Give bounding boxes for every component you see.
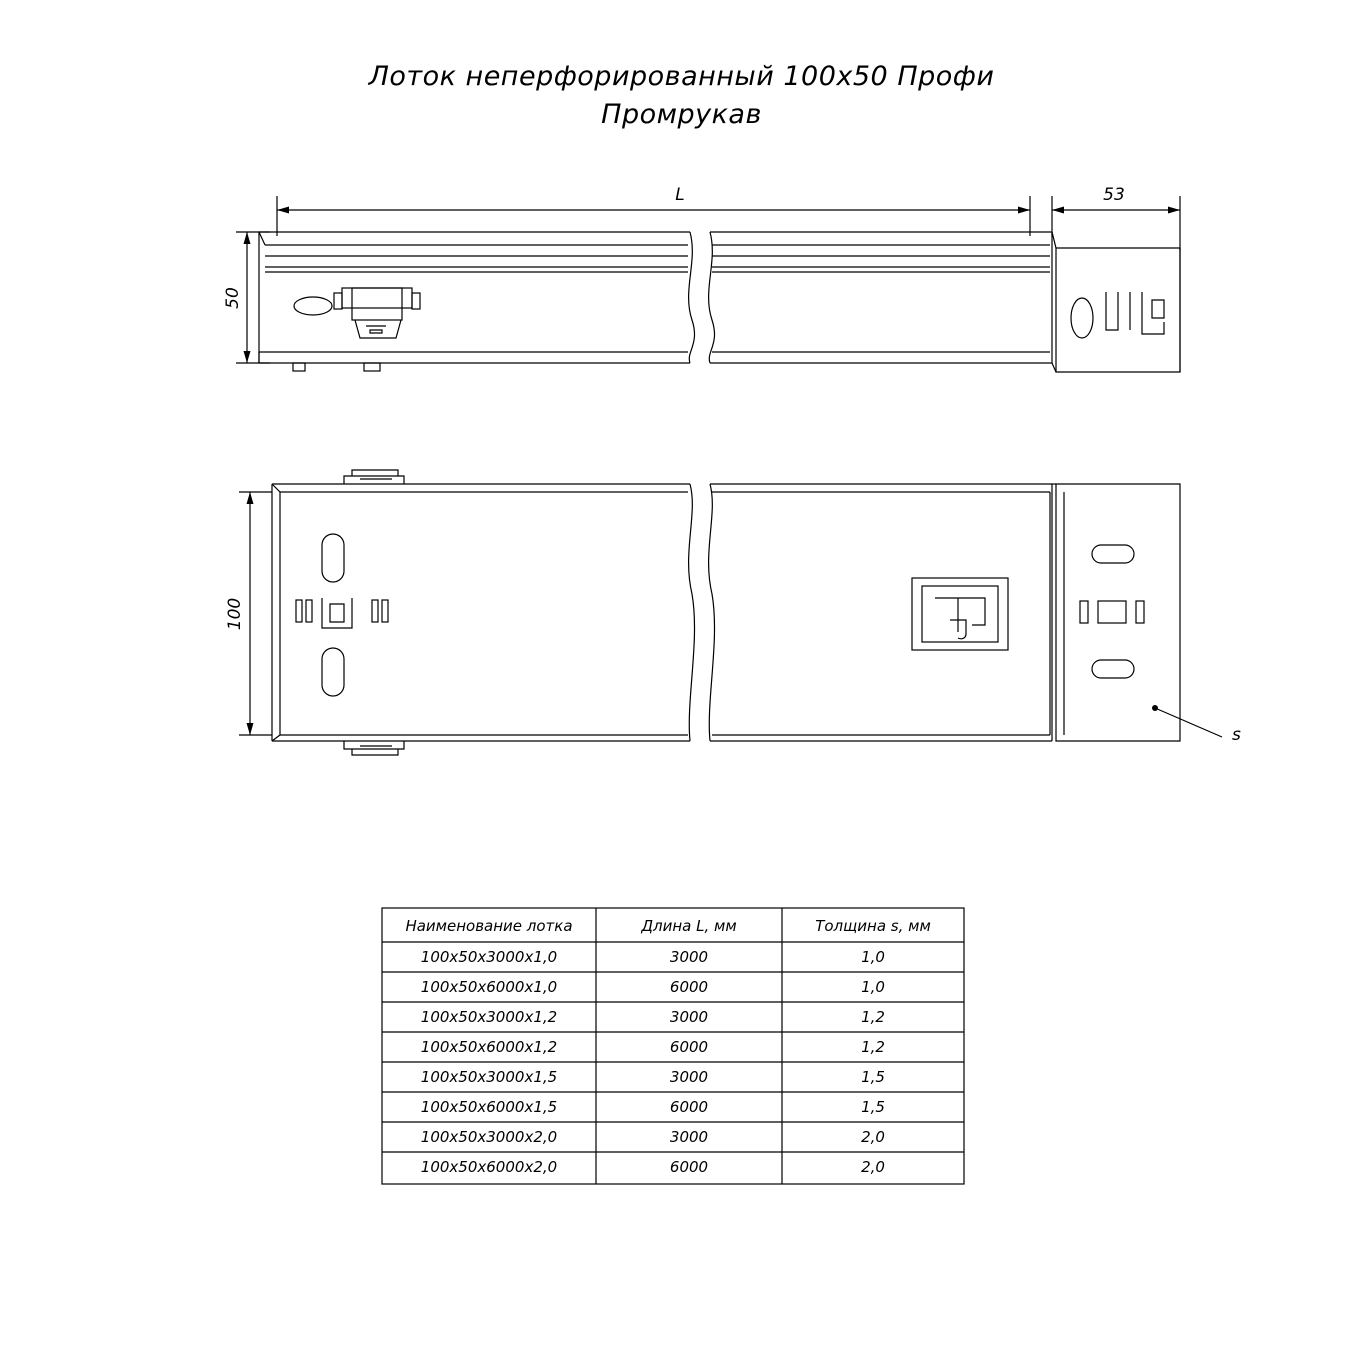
spec-table-text: [405, 917, 930, 1176]
table-cell-r0c2: 1,0: [861, 948, 885, 966]
dimension-length-L: [277, 196, 1030, 236]
label-height-100: 100: [225, 597, 245, 631]
side-view-coupler-detail: [294, 288, 420, 338]
table-cell-r2c2: 1,2: [861, 1008, 885, 1026]
table-header-1: Длина L, мм: [641, 917, 737, 935]
end-flange-slots-top: [1080, 545, 1144, 678]
thickness-leader: [1152, 705, 1222, 737]
table-cell-r6c1: 3000: [669, 1128, 709, 1146]
label-length-L: L: [675, 185, 685, 205]
top-view-edge-tabs: [344, 470, 404, 755]
side-view-bottom-tabs: [293, 363, 380, 371]
table-cell-r6c2: 2,0: [861, 1128, 885, 1146]
table-cell-r0c1: 3000: [669, 948, 709, 966]
table-cell-r1c1: 6000: [669, 978, 709, 996]
table-cell-r7c0: 100х50х6000х2,0: [420, 1158, 558, 1176]
label-height-50: 50: [223, 287, 243, 309]
table-cell-r0c0: 100х50х3000х1,0: [420, 948, 558, 966]
table-cell-r4c2: 1,5: [861, 1068, 885, 1086]
table-cell-r1c2: 1,0: [861, 978, 885, 996]
top-view: [239, 470, 1222, 755]
table-header-2: Толщина s, мм: [815, 917, 931, 935]
table-cell-r6c0: 100х50х3000х2,0: [420, 1128, 558, 1146]
side-view: [236, 196, 1180, 372]
label-width-53: 53: [1103, 185, 1125, 205]
table-header-0: Наименование лотка: [405, 917, 573, 935]
label-thickness-s: s: [1232, 725, 1241, 745]
table-cell-r4c0: 100х50х3000х1,5: [420, 1068, 558, 1086]
product-stamp: [912, 578, 1008, 650]
table-cell-r7c2: 2,0: [861, 1158, 885, 1176]
table-cell-r3c1: 6000: [669, 1038, 709, 1056]
title-line-1: Лоток неперфорированный 100х50 Профи: [368, 61, 995, 92]
top-view-slots-left: [296, 534, 388, 696]
table-cell-r5c1: 6000: [669, 1098, 709, 1116]
table-cell-r4c1: 3000: [669, 1068, 709, 1086]
end-plate-slots-side: [1071, 292, 1164, 338]
table-cell-r3c2: 1,2: [861, 1038, 885, 1056]
table-cell-r2c0: 100х50х3000х1,2: [420, 1008, 558, 1026]
table-cell-r2c1: 3000: [669, 1008, 709, 1026]
table-cell-r3c0: 100х50х6000х1,2: [420, 1038, 558, 1056]
table-cell-r5c2: 1,5: [861, 1098, 885, 1116]
title-line-2: Промрукав: [601, 99, 762, 130]
table-cell-r5c0: 100х50х6000х1,5: [420, 1098, 558, 1116]
table-cell-r1c0: 100х50х6000х1,0: [420, 978, 558, 996]
table-cell-r7c1: 6000: [669, 1158, 709, 1176]
